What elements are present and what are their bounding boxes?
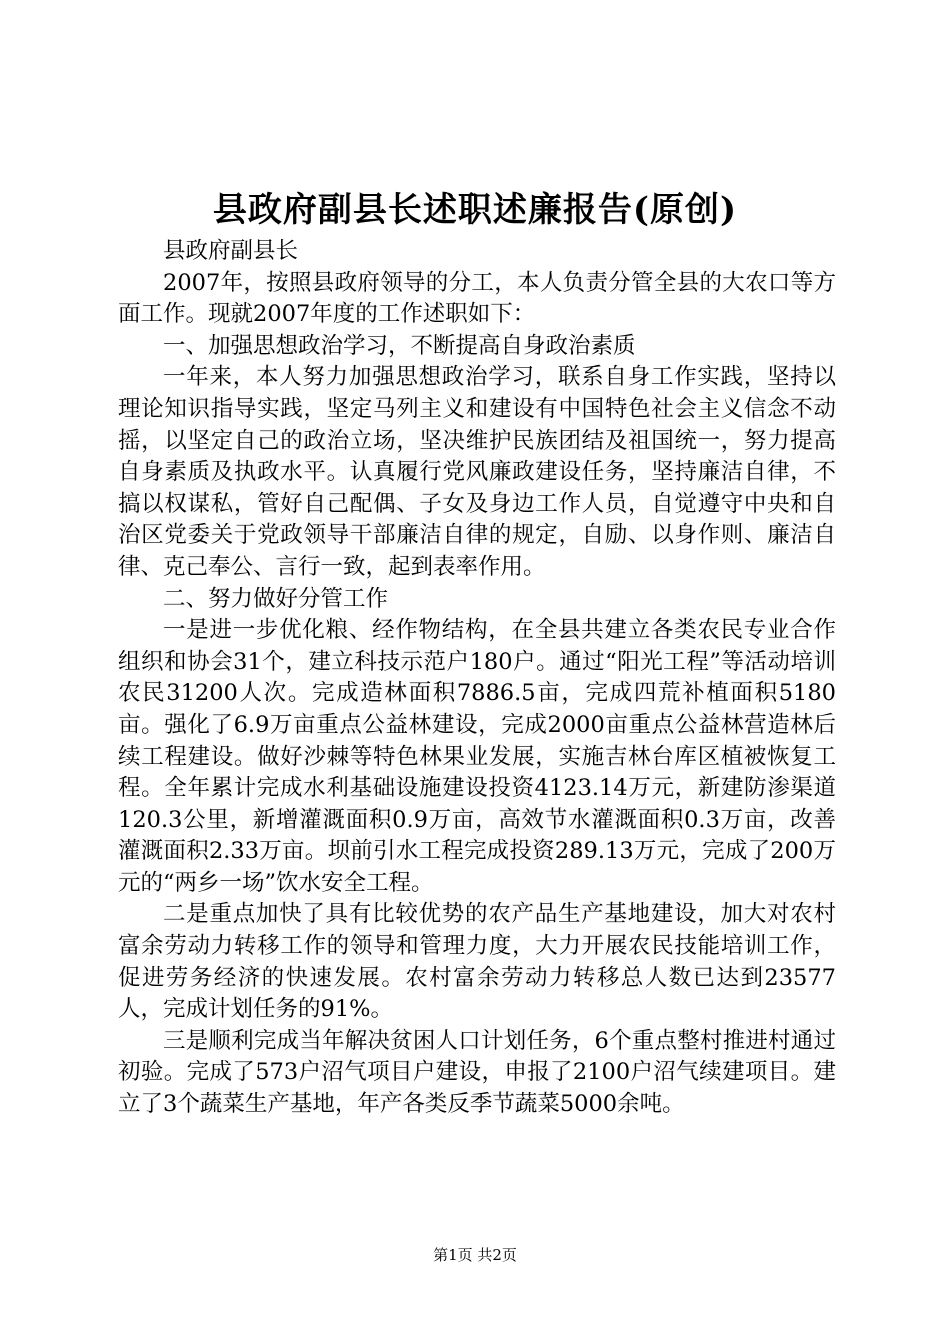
salutation-paragraph: 县政府副县长 (163, 238, 299, 264)
page-footer: 第1页 共2页 (433, 1246, 517, 1264)
intro-paragraph: 2007年，按照县政府领导的分工，本人负责分管全县的大农口等方面工作。现就2007年度的工作述职如下： (118, 269, 836, 328)
section-heading-1: 一、加强思想政治学习，不断提高自身政治素质 (163, 332, 636, 359)
body-paragraph: 三是顺利完成当年解决贫困人口计划任务，6个重点整村推进村通过初验。完成了573户沼气项目户建设，申报了2100户沼气续建项目。建立了3个蔬菜生产基地，年产各类反季节蔬菜5000余吨。 (118, 1027, 836, 1118)
section-heading-2: 二、努力做好分管工作 (163, 585, 389, 612)
document-title: 县政府副县长述职述廉报告(原创) (212, 190, 738, 230)
body-paragraph: 一年来，本人努力加强思想政治学习，联系自身工作实践，坚持以理论知识指导实践，坚定马列主义和建设有中国特色社会主义信念不动摇，以坚定自己的政治立场，坚决维护民族团结及祖国统一，努力提高自身素质及执政水平。认真履行党风廉政建设任务，坚持廉洁自律，不搞以权谋私，管好自己配偶、子女及身边工作人员，自觉遵守中央和自治区党委关于党政领导干部廉洁自律的规定，自励、以身作则、廉洁自律、克己奉公、言行一致，起到表率作用。 (118, 364, 836, 580)
body-paragraph: 二是重点加快了具有比较优势的农产品生产基地建设，加大对农村富余劳动力转移工作的领导和管理力度，大力开展农民技能培训工作，促进劳务经济的快速发展。农村富余劳动力转移总人数已达到23577人，完成计划任务的91%。 (118, 901, 836, 1023)
body-paragraph: 一是进一步优化粮、经作物结构，在全县共建立各类农民专业合作组织和协会31个，建立科技示范户180户。通过“阳光工程”等活动培训农民31200人次。完成造林面积7886.5亩，完成四荒补植面积5180亩。强化了6.9万亩重点公益林建设，完成2000亩重点公益林营造林后续工程建设。做好沙棘等特色林果业发展，实施吉林台库区植被恢复工程。全年累计完成水利基础设施建设投资4123.14万元，新建防渗渠道120.3公里，新增灌溉面积0.9万亩，高效节水灌溉面积0.3万亩，改善灌溉面积2.33万亩。坝前引水工程完成投资289.13万元，完成了200万元的“两乡一场”饮水安全工程。 (118, 617, 836, 896)
document-body (118, 236, 836, 1121)
